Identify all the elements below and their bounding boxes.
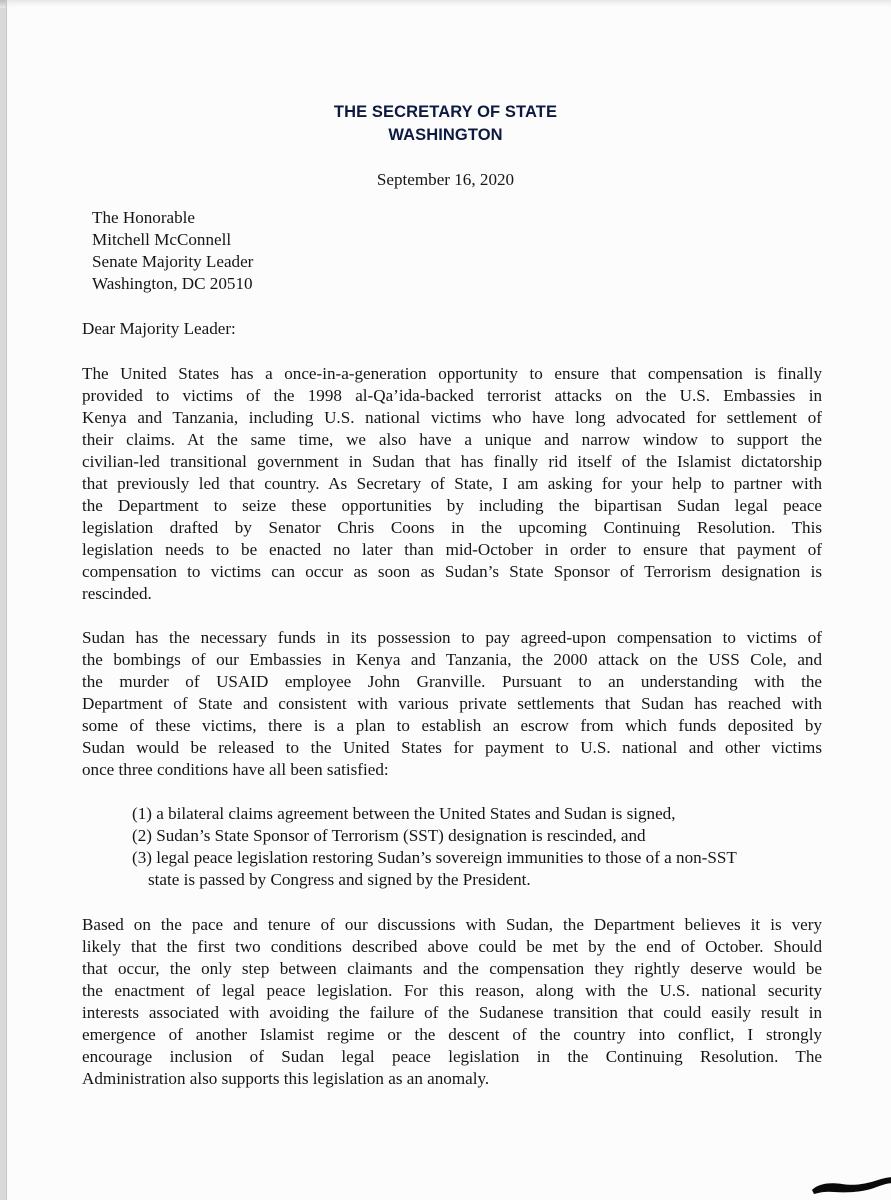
paragraph-line: rescinded. — [82, 584, 152, 603]
paragraph-line: the murder of USAID employee John Granville. Pursuant to an understanding with the — [82, 672, 822, 691]
paragraph-line: Administration also supports this legislation as an anomaly. — [82, 1069, 490, 1088]
paragraph-line: the Department to seize these opportunities by including the bipartisan Sudan legal peace — [82, 496, 822, 515]
paragraph-line: the bombings of our Embassies in Kenya and Tanzania, the 2000 attack on the USS Cole, and — [82, 650, 822, 669]
paragraph-line: encourage inclusion of Sudan legal peace legislation in the Continuing Resolution. The — [82, 1047, 822, 1066]
paragraph-line: that occur, the only step between claimants and the compensation they rightly deserve would be — [82, 959, 822, 978]
paragraph-line: once three conditions have all been satisfied: — [82, 760, 389, 779]
paragraph-line: interests associated with avoiding the failure of the Sudanese transition that could easily result in — [82, 1003, 822, 1022]
recipient-honorific: The Honorable — [92, 208, 195, 227]
paragraph-line: the enactment of legal peace legislation. For this reason, along with the U.S. national security — [82, 981, 822, 1000]
paragraph-line: provided to victims of the 1998 al-Qa’ida-backed terrorist attacks on the U.S. Embassies in — [82, 386, 822, 405]
letter-date: September 16, 2020 — [376, 170, 515, 189]
paragraph-line: legislation drafted by Senator Chris Coons in the upcoming Continuing Resolution. This — [82, 518, 822, 537]
condition-item: (1) a bilateral claims agreement between the United States and Sudan is signed, — [132, 804, 676, 823]
paragraph-line: Department of State and consistent with various private settlements that Sudan has reached with — [82, 694, 822, 713]
paragraph-line: some of these victims, there is a plan to establish an escrow from which funds deposited by — [82, 716, 822, 735]
conditions-list — [132, 803, 822, 891]
recipient-address — [92, 207, 253, 295]
paragraph-line: compensation to victims can occur as soon as Sudan’s State Sponsor of Terrorism designation is — [82, 562, 822, 581]
recipient-title: Senate Majority Leader — [92, 252, 254, 271]
condition-item: (2) Sudan’s State Sponsor of Terrorism (SST) designation is rescinded, and — [132, 826, 646, 845]
paragraph-line: emergence of another Islamist regime or the descent of the country into conflict, I strongly — [82, 1025, 822, 1044]
paragraph-line: Kenya and Tanzania, including U.S. national victims who have long advocated for settlement of — [82, 408, 822, 427]
paragraph-line: Sudan has the necessary funds in its possession to pay agreed-upon compensation to victims of — [82, 628, 822, 647]
condition-item-continuation: state is passed by Congress and signed by the President. — [148, 870, 531, 889]
salutation: Dear Majority Leader: — [82, 319, 236, 338]
paragraph-2 — [82, 627, 822, 781]
paragraph-1 — [82, 363, 822, 605]
paragraph-line: Sudan would be released to the United States for payment to U.S. national and other victims — [82, 738, 822, 757]
paragraph-3 — [82, 914, 822, 1090]
recipient-name: Mitchell McConnell — [92, 230, 232, 249]
letterhead-city: WASHINGTON — [388, 126, 503, 144]
letterhead — [0, 101, 891, 147]
paragraph-line: likely that the first two conditions described above could be met by the end of October. Should — [82, 937, 822, 956]
paragraph-line: Based on the pace and tenure of our discussions with Sudan, the Department believes it is very — [82, 915, 822, 934]
letterhead-title: THE SECRETARY OF STATE — [333, 103, 558, 121]
paragraph-line: their claims. At the same time, we also have a unique and narrow window to support the — [82, 430, 822, 449]
paragraph-line: The United States has a once-in-a-generation opportunity to ensure that compensation is finally — [82, 364, 822, 383]
paragraph-line: civilian-led transitional government in Sudan that has finally rid itself of the Islamist dictatorship — [82, 452, 822, 471]
paragraph-line: that previously led that country. As Secretary of State, I am asking for your help to partner with — [82, 474, 822, 493]
recipient-city: Washington, DC 20510 — [92, 274, 253, 293]
ink-scribble-mark — [808, 1162, 891, 1198]
paragraph-line: legislation needs to be enacted no later than mid-October in order to ensure that payment of — [82, 540, 822, 559]
condition-item: (3) legal peace legislation restoring Sudan’s sovereign immunities to those of a non-SST — [132, 848, 737, 867]
